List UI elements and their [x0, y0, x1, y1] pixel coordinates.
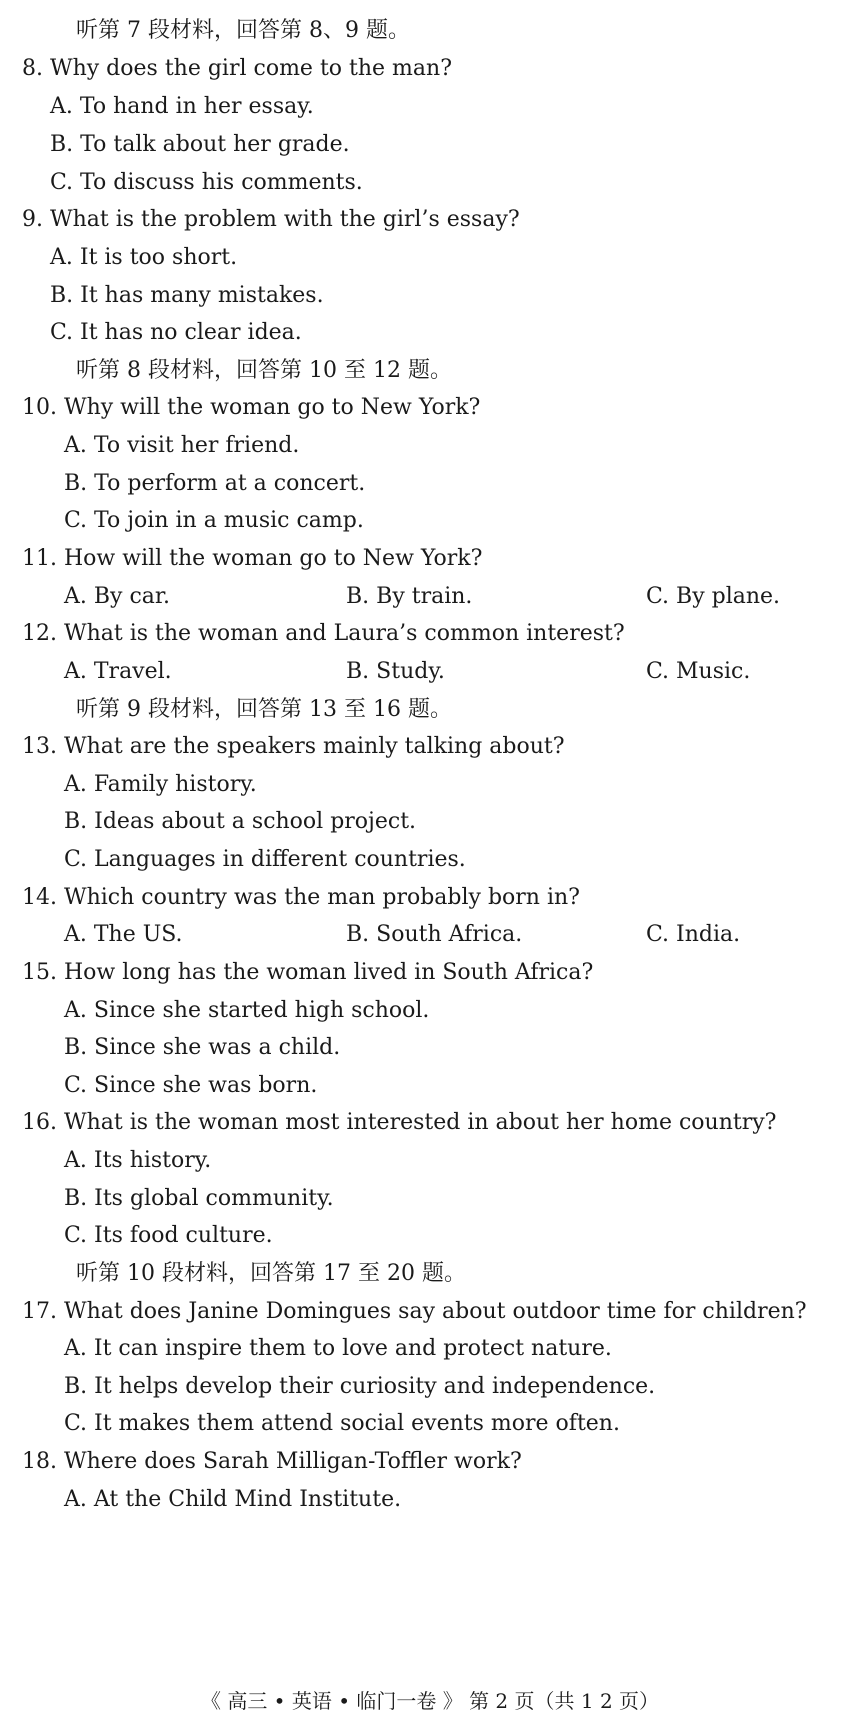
option-13b: B. Ideas about a school project.: [64, 809, 417, 834]
page-footer: 《 高三 • 英语 • 临门一卷 》 第 2 页（共 1 2 页）: [200, 1689, 660, 1713]
question-13: 13. What are the speakers mainly talking about?: [22, 734, 565, 759]
option-17c: C. It makes them attend social events more often.: [64, 1411, 620, 1436]
option-10b: B. To perform at a concert.: [64, 471, 366, 496]
section-heading-9: 听第 9 段材料，回答第 13 至 16 题。: [76, 697, 452, 722]
option-12c: C. Music.: [646, 659, 751, 684]
option-9b: B. It has many mistakes.: [50, 283, 324, 308]
option-10c: C. To join in a music camp.: [64, 508, 364, 533]
question-11: 11. How will the woman go to New York?: [22, 546, 483, 571]
option-16c: C. Its food culture.: [64, 1223, 273, 1248]
option-8c: C. To discuss his comments.: [50, 170, 363, 195]
question-18: 18. Where does Sarah Milligan-Toffler work?: [22, 1449, 522, 1474]
option-14c: C. India.: [646, 922, 741, 947]
option-11c: C. By plane.: [646, 584, 781, 609]
option-13c: C. Languages in different countries.: [64, 847, 466, 872]
option-12a: A. Travel.: [64, 659, 172, 684]
option-17a: A. It can inspire them to love and protect nature.: [64, 1336, 612, 1361]
question-10: 10. Why will the woman go to New York?: [22, 395, 481, 420]
question-16: 16. What is the woman most interested in about her home country?: [22, 1110, 777, 1135]
option-15b: B. Since she was a child.: [64, 1035, 341, 1060]
question-17: 17. What does Janine Domingues say about outdoor time for children?: [22, 1299, 807, 1324]
option-12b: B. Study.: [346, 659, 445, 684]
option-17b: B. It helps develop their curiosity and independence.: [64, 1374, 656, 1399]
options-row-11: [64, 582, 824, 612]
section-heading-10: 听第 10 段材料，回答第 17 至 20 题。: [76, 1261, 466, 1286]
options-row-12: [64, 657, 824, 687]
option-15a: A. Since she started high school.: [64, 998, 430, 1023]
option-13a: A. Family history.: [64, 772, 257, 797]
option-8b: B. To talk about her grade.: [50, 132, 350, 157]
option-16a: A. Its history.: [64, 1148, 212, 1173]
section-heading-8: 听第 8 段材料，回答第 10 至 12 题。: [76, 358, 452, 383]
option-11b: B. By train.: [346, 584, 473, 609]
option-15c: C. Since she was born.: [64, 1073, 318, 1098]
option-18a: A. At the Child Mind Institute.: [64, 1487, 402, 1512]
option-16b: B. Its global community.: [64, 1186, 334, 1211]
question-14: 14. Which country was the man probably born in?: [22, 885, 580, 910]
option-14b: B. South Africa.: [346, 922, 523, 947]
question-12: 12. What is the woman and Laura’s common interest?: [22, 621, 625, 646]
option-9a: A. It is too short.: [50, 245, 238, 270]
question-15: 15. How long has the woman lived in South Africa?: [22, 960, 594, 985]
question-8: 8. Why does the girl come to the man?: [22, 56, 452, 81]
option-8a: A. To hand in her essay.: [50, 94, 314, 119]
question-9: 9. What is the problem with the girl’s essay?: [22, 207, 520, 232]
option-10a: A. To visit her friend.: [64, 433, 300, 458]
section-heading-7: 听第 7 段材料，回答第 8、9 题。: [76, 18, 410, 43]
options-row-14: [64, 920, 824, 950]
option-11a: A. By car.: [64, 584, 170, 609]
option-14a: A. The US.: [64, 922, 183, 947]
option-9c: C. It has no clear idea.: [50, 320, 302, 345]
